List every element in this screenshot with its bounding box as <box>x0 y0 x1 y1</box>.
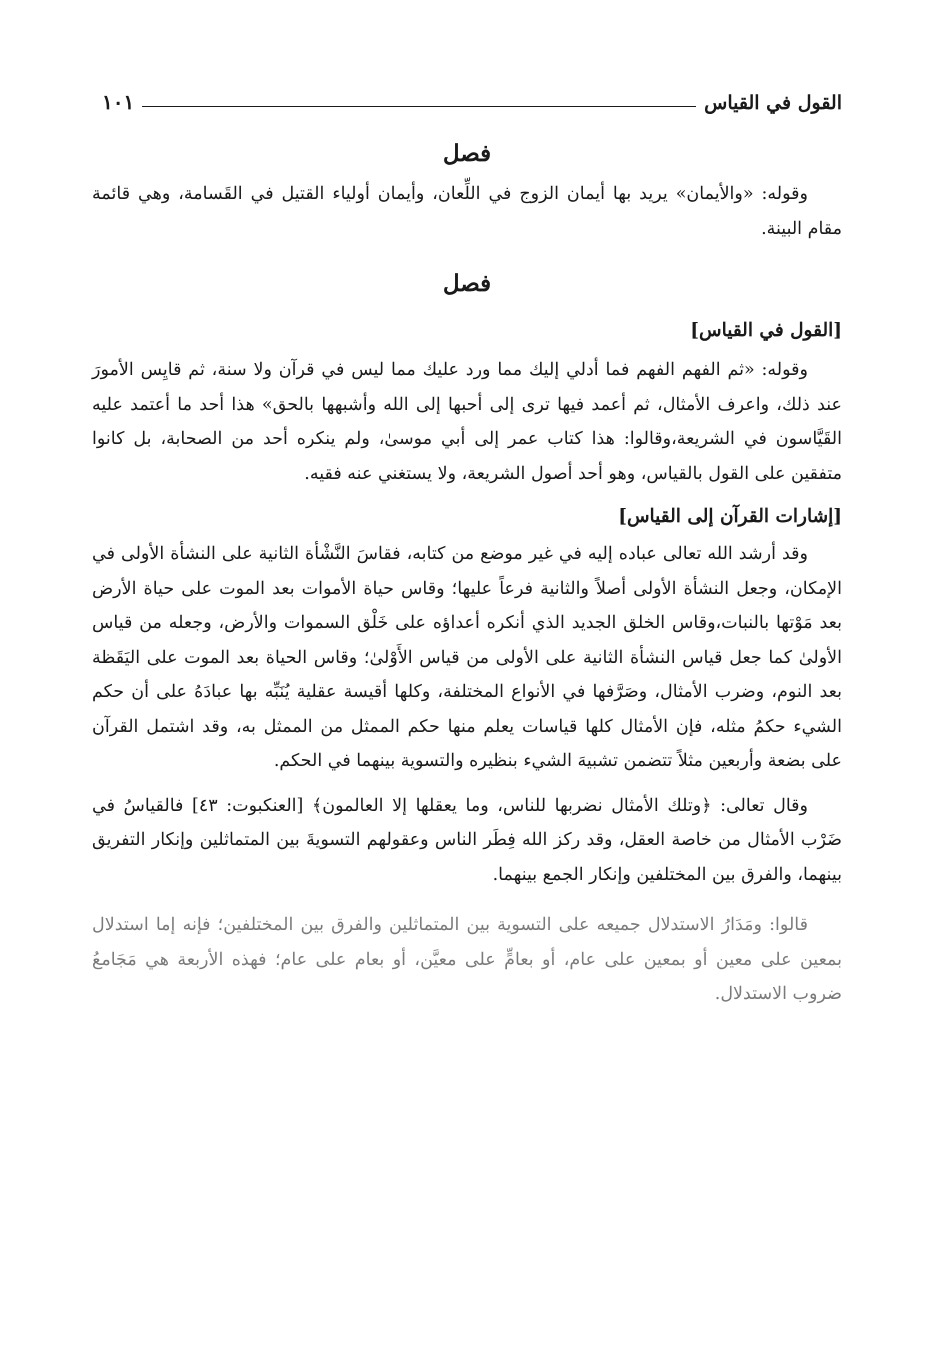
body-paragraph: وقوله: «والأيمان» يريد بها أيمان الزوج في اللِّعان، وأيمان أولياء القتيل في القَسامة، وهي قائمة مقام البينة. <box>92 184 842 239</box>
running-header <box>92 80 842 114</box>
section-heading: فصل <box>442 270 492 297</box>
subheading-qiyas: [القول في القياس] <box>690 320 842 341</box>
page-number: ١٠١ <box>102 90 135 114</box>
body-paragraph: وقد أرشد الله تعالى عباده إليه في غير موضع من كتابه، فقاسَ النَّشْأة الثانية على النشأة الأولى في الإمكان، وجعل النشأة الأولى أصلاً والثانية فرعاً عليها؛ وقاس حياة الأموات بعد الموت على حياة الأرض بعد مَوْتها بالنبات،وقاس الخلق الجديد الذي أنكره أعداؤه على خَلْق السموات والأرض، وجعله من قياس الأولىٰ كما جعل قياس النشأة الثانية على الأولى من قياس الأَوْلىٰ؛ وقاس الحياة بعد الموت على اليَقَظة بعد النوم، وضرب الأمثال، وصَرَّفها في الأنواع المختلفة، وكلها أقيسة عقلية يُنَبِّه بها عبادَهُ على أن حكم الشيء حكمُ مثله، فإن الأمثال كلها قياسات يعلم منها حكم الممثل من الممثل به، وقد اشتمل القرآن على بضعة وأربعين مثلاً تتضمن تشبيهَ الشيء بنظيره والتسوية بينهما في الحكم. <box>92 544 842 771</box>
running-header-title: القول في القياس <box>704 92 842 114</box>
body-paragraph: وقوله: «ثم الفهم الفهم فما أدلي إليك مما ورد عليك مما ليس في قرآن ولا سنة، ثم قايِس الأمورَ عند ذلك، واعرف الأمثال، ثم أعمد فيها ترى إلى أحبها إلى الله وأشبهها بالحق» هذا أحد ما أعتمد عليه القَيَّاسون في الشريعة،وقالوا: هذا كتاب عمر إلى أبي موسىٰ، ولم ينكره أحد من الصحابة، بل كانوا متفقين على القول بالقياس، وهو أحد أصول الشريعة، ولا يستغني عنه فقيه. <box>92 360 842 484</box>
book-page <box>92 80 842 1012</box>
header-rule <box>142 106 696 107</box>
paragraph-spacer <box>92 779 842 789</box>
subheading-quran-indications: [إشارات القرآن إلى القياس] <box>618 506 842 527</box>
body-paragraph-faded: قالوا: ومَدَارُ الاستدلال جميعه على التسوية بين المتماثلين والفرق بين المختلفين؛ فإنه إما استدلال بمعين على معين أو بمعين على عام، أو بعامٍّ على معيَّن، أو بعام على عام؛ فهذه الأربعة هي مَجَامعُ ضروب الاستدلال. <box>92 915 842 1004</box>
paragraph-spacer <box>92 892 842 908</box>
body-paragraph: وقال تعالى: ﴿وتلك الأمثال نضربها للناس، وما يعقلها إلا العالمون﴾ [العنكبوت: ٤٣] فالقياسُ في ضَرْب الأمثال من خاصة العقل، وقد ركز الله فِطَر الناس وعقولهم التسويةَ بين المتماثلين وإنكار التفريق بينهما، والفرق بين المختلفين وإنكار الجمع بينهما. <box>92 795 842 885</box>
section-heading: فصل <box>442 140 492 167</box>
